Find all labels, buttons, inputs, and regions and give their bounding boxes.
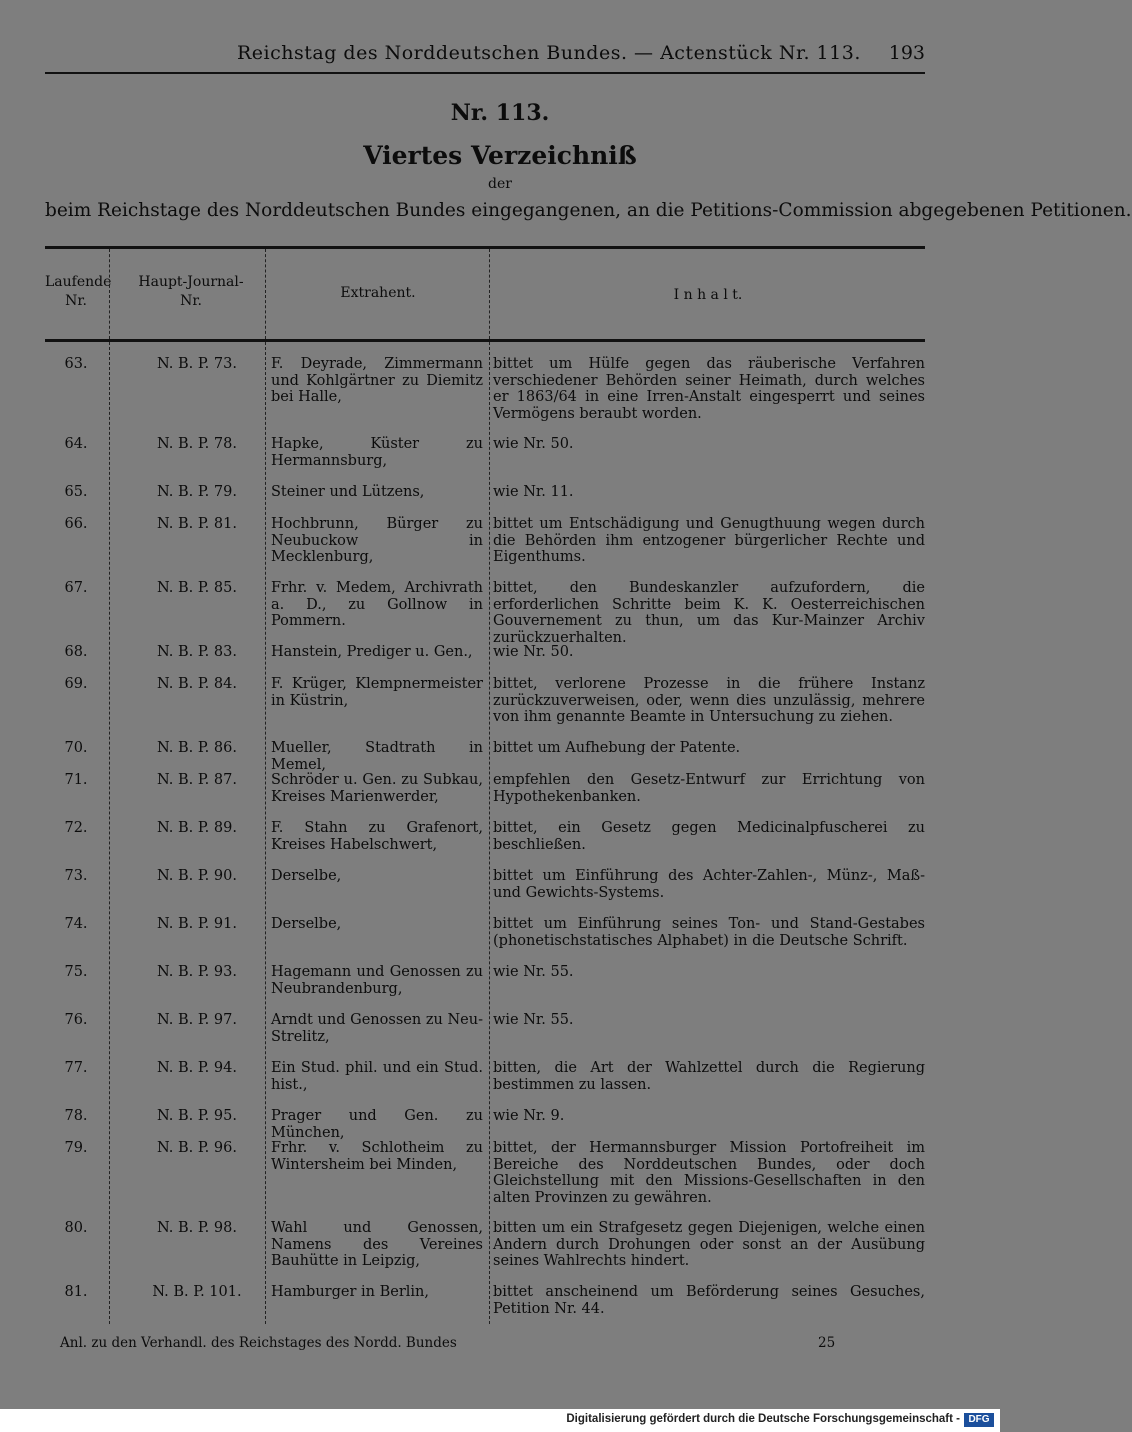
row-number: 76. [64,1012,88,1028]
row-inhalt: bittet, verlorene Prozesse in die frühere Instanz zurückzuverweisen, oder, wenn dies unzulässig, mehrere von ihm genannte Beamte in Untersuchung zu ziehen. [493,676,925,725]
row-inhalt: bittet, ein Gesetz gegen Medicinalpfuscherei zu beschließen. [493,820,925,853]
row-number: 78. [64,1108,88,1124]
row-inhalt: bitten um ein Strafgesetz gegen Diejenigen, welche einen Andern durch Drohungen oder sonst an der Ausübung seines Wahlrechts hindert. [493,1220,925,1269]
row-number: 69. [64,676,88,692]
row-extrahent: Hanstein, Prediger u. Gen., [271,644,473,660]
table-row [45,644,925,676]
row-journal: N. B. P. 78. [157,436,237,452]
row-inhalt: bittet um Einführung seines Ton- und Stand-Gestabes (phonetischstatisches Alphabet) in die Deutsche Schrift. [493,916,925,949]
row-journal: N. B. P. 90. [157,868,237,884]
row-journal: N. B. P. 73. [157,356,237,372]
header-journal-line2: Nr. [180,293,202,309]
table-row [45,436,925,484]
document-title: Viertes Verzeichniß [363,141,637,170]
table-row [45,676,925,740]
footer-note: Anl. zu den Verhandl. des Reichstages des Nordd. Bundes [60,1335,457,1351]
document-subtitle: beim Reichstage des Norddeutschen Bundes eingegangenen, an die Petitions-Commission abgegebenen Petitionen. [45,200,1132,221]
document-number: Nr. 113. [450,100,550,126]
row-extrahent: Arndt und Genossen zu Neu-Strelitz, [271,1012,483,1045]
row-number: 63. [64,356,88,372]
dfg-logo: DFG [964,1413,994,1427]
table-row [45,1108,925,1140]
digitization-credit: Digitalisierung gefördert durch die Deutsche Forschungsgemeinschaft - [566,1413,960,1425]
row-journal: N. B. P. 85. [157,580,237,596]
row-extrahent: Mueller, Stadtrath in Memel, [271,740,483,773]
row-journal: N. B. P. 97. [157,1012,237,1028]
table-row [45,916,925,964]
row-number: 71. [64,772,88,788]
table-row [45,356,925,436]
row-inhalt: bittet, der Hermannsburger Mission Portofreiheit im Bereiche des Norddeutschen Bundes, oder doch Gleichstellung mit den Missions-Gesellschaften in den alten Provinzen zu gewähren. [493,1140,925,1206]
row-extrahent: F. Stahn zu Grafenort, Kreises Habelschwert, [271,820,483,853]
row-number: 74. [64,916,88,932]
row-extrahent: Prager und Gen. zu München, [271,1108,483,1141]
row-number: 77. [64,1060,88,1076]
row-journal: N. B. P. 101. [152,1284,242,1300]
column-divider [489,249,490,339]
row-extrahent: Frhr. v. Schlotheim zu Wintersheim bei Minden, [271,1140,483,1173]
row-number: 70. [64,740,88,756]
row-number: 79. [64,1140,88,1156]
row-journal: N. B. P. 93. [157,964,237,980]
row-extrahent: Frhr. v. Medem, Archivrath a. D., zu Gollnow in Pommern. [271,580,483,629]
row-inhalt: bittet um Hülfe gegen das räuberische Verfahren verschiedener Behörden seiner Heimath, durch welches er 1863/64 in eine Irren-Anstalt eingesperrt und seines Vermögens beraubt worden. [493,356,925,422]
header-laufende [45,273,112,311]
row-journal: N. B. P. 94. [157,1060,237,1076]
row-inhalt: bittet um Einführung des Achter-Zahlen-, Münz-, Maß- und Gewichts-Systems. [493,868,925,901]
row-extrahent: Hagemann und Genossen zu Neubrandenburg, [271,964,483,997]
row-extrahent: F. Krüger, Klempnermeister in Küstrin, [271,676,483,709]
row-inhalt: bitten, die Art der Wahlzettel durch die Regierung bestimmen zu lassen. [493,1060,925,1093]
row-journal: N. B. P. 87. [157,772,237,788]
table-row [45,1140,925,1220]
header-title: Reichstag des Norddeutschen Bundes. — Actenstück Nr. 113. [237,42,861,64]
row-journal: N. B. P. 79. [157,484,237,500]
table-row [45,820,925,868]
row-extrahent: Derselbe, [271,916,342,932]
row-inhalt: bittet anscheinend um Beförderung seines Gesuches, Petition Nr. 44. [493,1284,925,1317]
page-number: 193 [888,42,925,64]
row-extrahent: Schröder u. Gen. zu Subkau, Kreises Marienwerder, [271,772,483,805]
row-extrahent: Hochbrunn, Bürger zu Neubuckow in Mecklenburg, [271,516,483,565]
row-inhalt: wie Nr. 50. [493,644,574,660]
row-inhalt: bittet um Aufhebung der Patente. [493,740,741,756]
header-laufende-line2: Nr. [65,293,87,309]
row-inhalt: wie Nr. 11. [493,484,574,500]
row-extrahent: Ein Stud. phil. und ein Stud. hist., [271,1060,483,1093]
running-header [45,40,925,74]
petitions-table [45,246,925,1324]
document-der: der [488,176,512,192]
row-journal: N. B. P. 83. [157,644,237,660]
row-inhalt: bittet um Entschädigung und Genugthuung wegen durch die Behörden ihm entzogener bürgerlicher Rechte und Eigenthums. [493,516,925,565]
row-number: 80. [64,1220,88,1236]
header-inhalt: I n h a l t. [673,287,743,303]
row-number: 75. [64,964,88,980]
row-number: 67. [64,580,88,596]
row-journal: N. B. P. 84. [157,676,237,692]
row-extrahent: Wahl und Genossen, Namens des Vereines Bauhütte in Leipzig, [271,1220,483,1269]
row-extrahent: Derselbe, [271,868,342,884]
table-row [45,868,925,916]
row-extrahent: F. Deyrade, Zimmermann und Kohlgärtner zu Diemitz bei Halle, [271,356,483,405]
row-number: 73. [64,868,88,884]
table-body [45,342,925,1324]
row-inhalt: empfehlen den Gesetz-Entwurf zur Errichtung von Hypothekenbanken. [493,772,925,805]
row-extrahent: Hapke, Küster zu Hermannsburg, [271,436,483,469]
row-extrahent: Steiner und Lützens, [271,484,425,500]
header-journal-line1: Haupt-Journal- [138,274,244,290]
row-journal: N. B. P. 96. [157,1140,237,1156]
row-number: 72. [64,820,88,836]
table-row [45,516,925,580]
header-extrahent: Extrahent. [340,285,416,301]
row-journal: N. B. P. 86. [157,740,237,756]
table-row [45,772,925,820]
row-inhalt: wie Nr. 9. [493,1108,565,1124]
table-row [45,580,925,644]
header-laufende-line1: Laufende [45,274,112,290]
table-row [45,1284,925,1324]
row-number: 81. [64,1284,88,1300]
row-number: 68. [64,644,88,660]
column-divider [109,249,110,339]
row-inhalt: wie Nr. 50. [493,436,574,452]
row-journal: N. B. P. 95. [157,1108,237,1124]
table-row [45,1060,925,1108]
footer-sheet-number: 25 [818,1335,836,1351]
header-journal [111,273,271,311]
table-row [45,1220,925,1284]
row-inhalt: bittet, den Bundeskanzler aufzufordern, die erforderlichen Schritte beim K. K. Oesterreichischen Gouvernement zu thun, um das Kur-Mainzer Archiv zurückzuerhalten. [493,580,925,646]
row-journal: N. B. P. 91. [157,916,237,932]
table-row [45,484,925,516]
row-journal: N. B. P. 81. [157,516,237,532]
table-row [45,964,925,1012]
row-number: 64. [64,436,88,452]
row-extrahent: Hamburger in Berlin, [271,1284,429,1300]
table-row [45,740,925,772]
row-inhalt: wie Nr. 55. [493,1012,574,1028]
column-divider [265,249,266,339]
row-number: 66. [64,516,88,532]
row-inhalt: wie Nr. 55. [493,964,574,980]
row-journal: N. B. P. 98. [157,1220,237,1236]
row-journal: N. B. P. 89. [157,820,237,836]
row-number: 65. [64,484,88,500]
table-header [45,246,925,342]
table-row [45,1012,925,1060]
